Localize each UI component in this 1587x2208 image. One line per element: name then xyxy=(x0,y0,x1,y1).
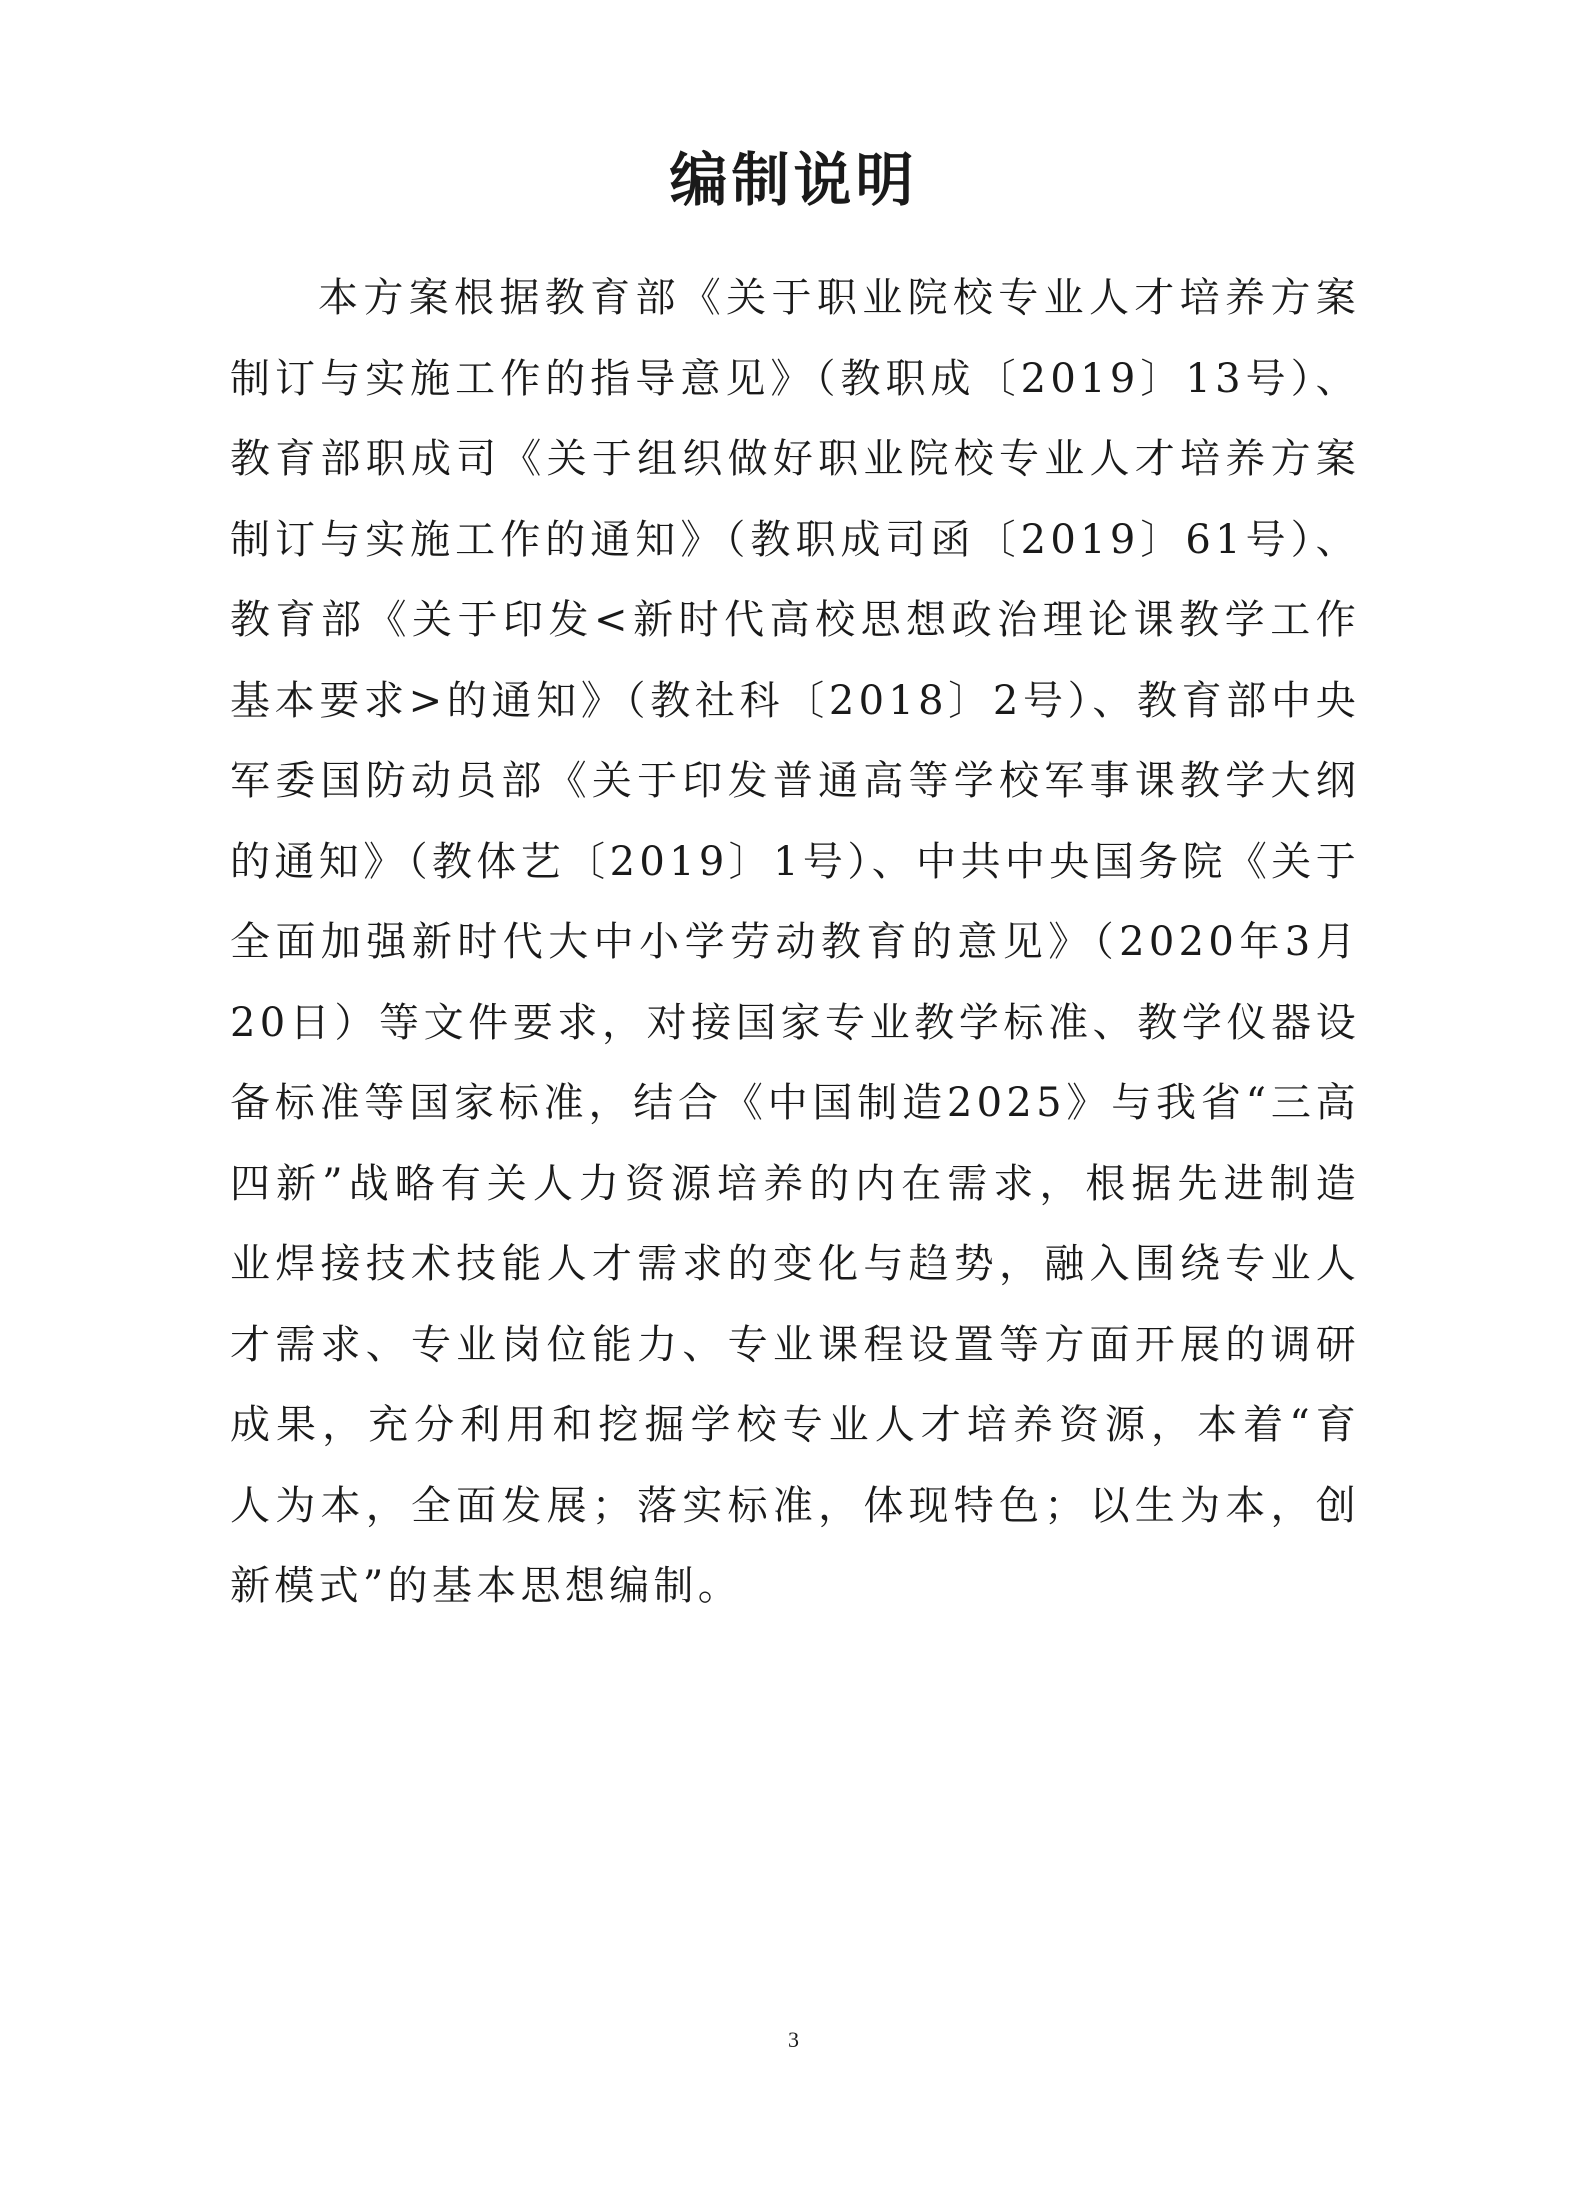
body-paragraph: 本方案根据教育部《关于职业院校专业人才培养方案制订与实施工作的指导意见》（教职成〔2019〕13号）、教育部职成司《关于组织做好职业院校专业人才培养方案制订与实施工作的通知》（教职成司函〔2019〕61号）、教育部《关于印发<新时代高校思想政治理论课教学工作基本要求>的通知》（教社科〔2018〕2号）、教育部中央军委国防动员部《关于印发普通高等学校军事课教学大纲的通知》（教体艺〔2019〕1号）、中共中央国务院《关于全面加强新时代大中小学劳动教育的意见》（2020年3月20日）等文件要求，对接国家专业教学标准、教学仪器设备标准等国家标准，结合《中国制造2025》与我省“三高四新”战略有关人力资源培养的内在需求，根据先进制造业焊接技术技能人才需求的变化与趋势，融入围绕专业人才需求、专业岗位能力、专业课程设置等方面开展的调研成果，充分利用和挖掘学校专业人才培养资源，本着“育人为本，全面发展；落实标准，体现特色；以生为本，创新模式”的基本思想编制。 xyxy=(230,275,1360,1609)
page-number: 3 xyxy=(788,2027,799,2052)
page-title: 编制说明 xyxy=(669,146,918,214)
